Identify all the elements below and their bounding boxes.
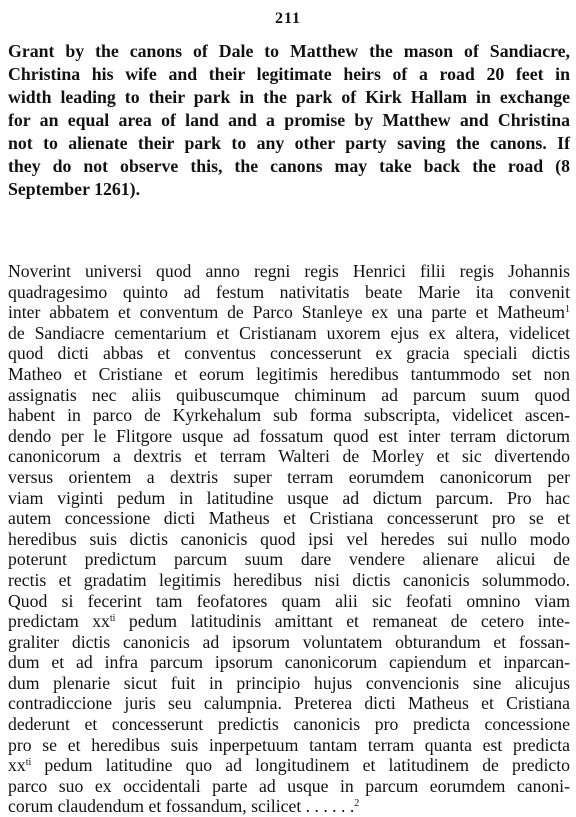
text-line: autem concessione dicti Matheus et Cristiana concesserunt pro se et (8, 508, 570, 529)
text-line: viam viginti pedum in latitudine usque ad dictum parcum. Pro hac (8, 487, 570, 508)
charter-text (8, 261, 570, 817)
document-heading (8, 40, 570, 201)
text-line: quod dicti abbas et conventus concesserunt ex gracia speciali dictis (8, 343, 570, 364)
text-line: graliter dictis canonicis ad ipsorum voluntatem obturandum et fossan- (8, 631, 570, 652)
text-line: assignatis nec aliis quibuscumque chiminum ad parcum suum quod (8, 384, 570, 405)
text-line (8, 611, 570, 632)
text-line: contradiccione juris seu calumpnia. Preterea dicti Matheus et Cristiana (8, 693, 570, 714)
text-line: Noverint universi quod anno regni regis Henrici filii regis Johannis (8, 261, 570, 281)
footnote-marker: 1 (565, 304, 570, 316)
text-line: heredibus suis dictis canonicis quod ipsi vel heredes sui nullo modo (8, 528, 570, 549)
text-line: quadragesimo quinto ad festum nativitatis beate Marie ita convenit (8, 281, 570, 302)
text-fragment: xx (8, 755, 26, 776)
heading-line: they do not observe this, the canons may take back the road (8 (8, 156, 570, 176)
text-line: rectis et gradatim legitimis heredibus nisi dictis canonicis solummodo. (8, 569, 570, 590)
text-line: poterunt predictum parcum suum dare vendere alienare alicui de (8, 549, 570, 570)
superscript: ti (109, 613, 116, 625)
text-line: dendo per le Flitgore usque ad fossatum quod est inter terram dictorum (8, 425, 570, 446)
heading-line: width leading to their park in the park of Kirk Hallam in exchange (8, 87, 570, 107)
text-fragment: pedum latitudinis amittant et remaneat de cetero inte- (115, 611, 571, 632)
text-line (8, 796, 570, 817)
footnote-marker: 2 (354, 798, 360, 810)
text-line: de Sandiacre cementarium et Cristianam uxorem ejus ex altera, videlicet (8, 322, 570, 343)
text-line: canonicorum a dextris et terram Walteri de Morley et sic divertendo (8, 446, 570, 467)
superscript: ti (25, 757, 32, 769)
text-line: dum plenarie sicut fuit in principio hujus convencionis sine alicujus (8, 672, 570, 693)
heading-line: Christina his wife and their legitimate heirs of a road 20 feet in (8, 64, 570, 84)
heading-line: Grant by the canons of Dale to Matthew the mason of Sandiacre, (8, 41, 570, 61)
text-fragment: predictam xx (8, 611, 110, 632)
text-line: habent in parco de Kyrkehalum sub forma subscripta, videlicet ascen- (8, 405, 570, 426)
text-line: versus orientem a dextris super terram eorumdem canonicorum per (8, 466, 570, 487)
text-line: parco suo ex occidentali parte ad usque in parcum eorumdem canoni- (8, 775, 570, 796)
text-line: Matheo et Cristiane et eorum legitimis heredibus tantummodo set non (8, 363, 570, 384)
text-line: dum et ad infra parcum ipsorum canonicorum capiendum et inparcan- (8, 652, 570, 673)
heading-line: for an equal area of land and a promise by Matthew and Christina (8, 110, 570, 130)
text-line (8, 302, 570, 323)
text-fragment: inter abbatem et conventum de Parco Stanleye ex una parte et Matheum (8, 302, 565, 323)
text-line: Quod si fecerint tam feofatores quam alii sic feofati omnino viam (8, 590, 570, 611)
text-line (8, 755, 570, 776)
heading-line: not to alienate their park to any other party saving the canons. If (8, 133, 570, 153)
text-line: dederunt et concesserunt predictis canonicis pro predicta concessione (8, 714, 570, 735)
text-fragment: pedum latitudine quo ad longitudinem et latitudinem de predicto (31, 755, 570, 776)
heading-line: September 1261). (8, 179, 141, 199)
text-line: pro se et heredibus suis inperpetuum tantam terram quanta est predicta (8, 734, 570, 755)
page-number: 211 (274, 10, 302, 27)
text-fragment: corum claudendum et fossandum, scilicet . . . . . . (8, 796, 355, 817)
